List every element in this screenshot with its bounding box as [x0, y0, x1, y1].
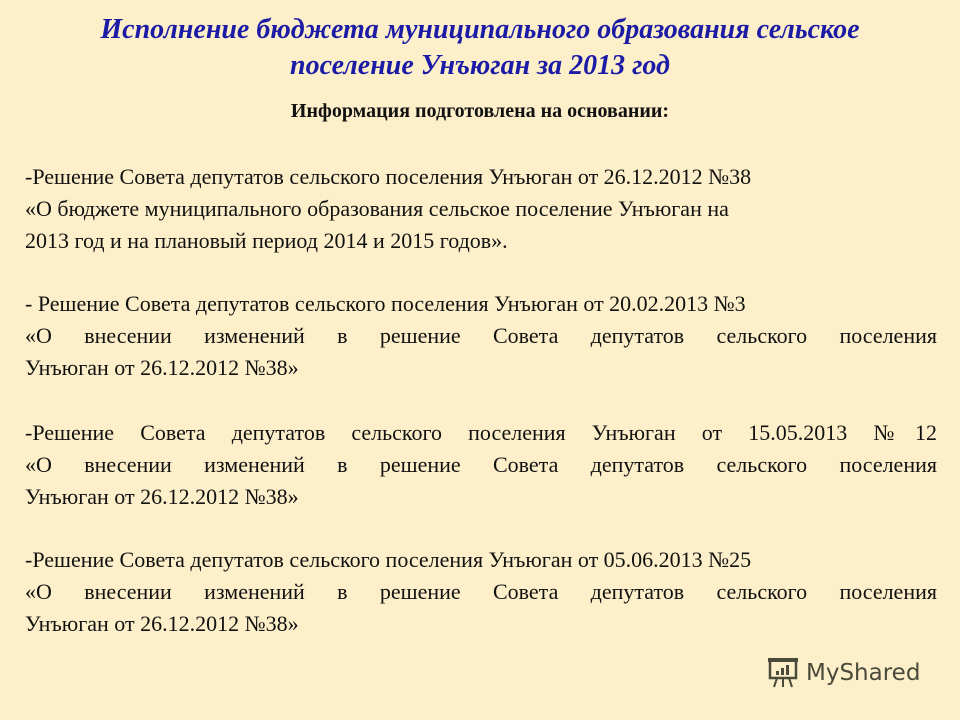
- text-line: -Решение Совета депутатов сельского поселения Унъюган от 05.06.2013 №25: [25, 547, 752, 572]
- text-line: «О внесении изменений в решение Совета депутатов сельского поселения: [25, 579, 937, 604]
- text-line: 2013 год и на плановый период 2014 и 2015 годов».: [25, 228, 508, 253]
- text-line: Унъюган от 26.12.2012 №38»: [25, 611, 299, 636]
- title-line-2: поселение Унъюган за 2013 год: [290, 50, 670, 81]
- slide-title: [0, 12, 960, 84]
- paragraph-3: [25, 417, 937, 513]
- watermark-text: MyShared: [806, 660, 921, 686]
- text-line: «О внесении изменений в решение Совета депутатов сельского поселения: [25, 452, 937, 477]
- text-line: - Решение Совета депутатов сельского поселения Унъюган от 20.02.2013 №3: [25, 291, 746, 316]
- slide-subtitle: Информация подготовлена на основании:: [290, 100, 670, 122]
- text-line: -Решение Совета депутатов сельского поселения Унъюган от 26.12.2012 №38: [25, 164, 752, 189]
- presentation-board-icon: [766, 656, 800, 690]
- myshared-watermark: [766, 656, 920, 690]
- paragraph-4: [25, 544, 937, 640]
- text-line: -Решение Совета депутатов сельского поселения Унъюган от 15.05.2013 №12: [25, 420, 937, 445]
- paragraph-2: [25, 288, 937, 384]
- text-line: Унъюган от 26.12.2012 №38»: [25, 355, 299, 380]
- paragraph-1: [25, 161, 937, 257]
- text-line: «О внесении изменений в решение Совета депутатов сельского поселения: [25, 323, 937, 348]
- title-line-1: Исполнение бюджета муниципального образования сельское: [100, 14, 860, 45]
- text-line: Унъюган от 26.12.2012 №38»: [25, 484, 299, 509]
- text-line: «О бюджете муниципального образования сельское поселение Унъюган на: [25, 196, 729, 221]
